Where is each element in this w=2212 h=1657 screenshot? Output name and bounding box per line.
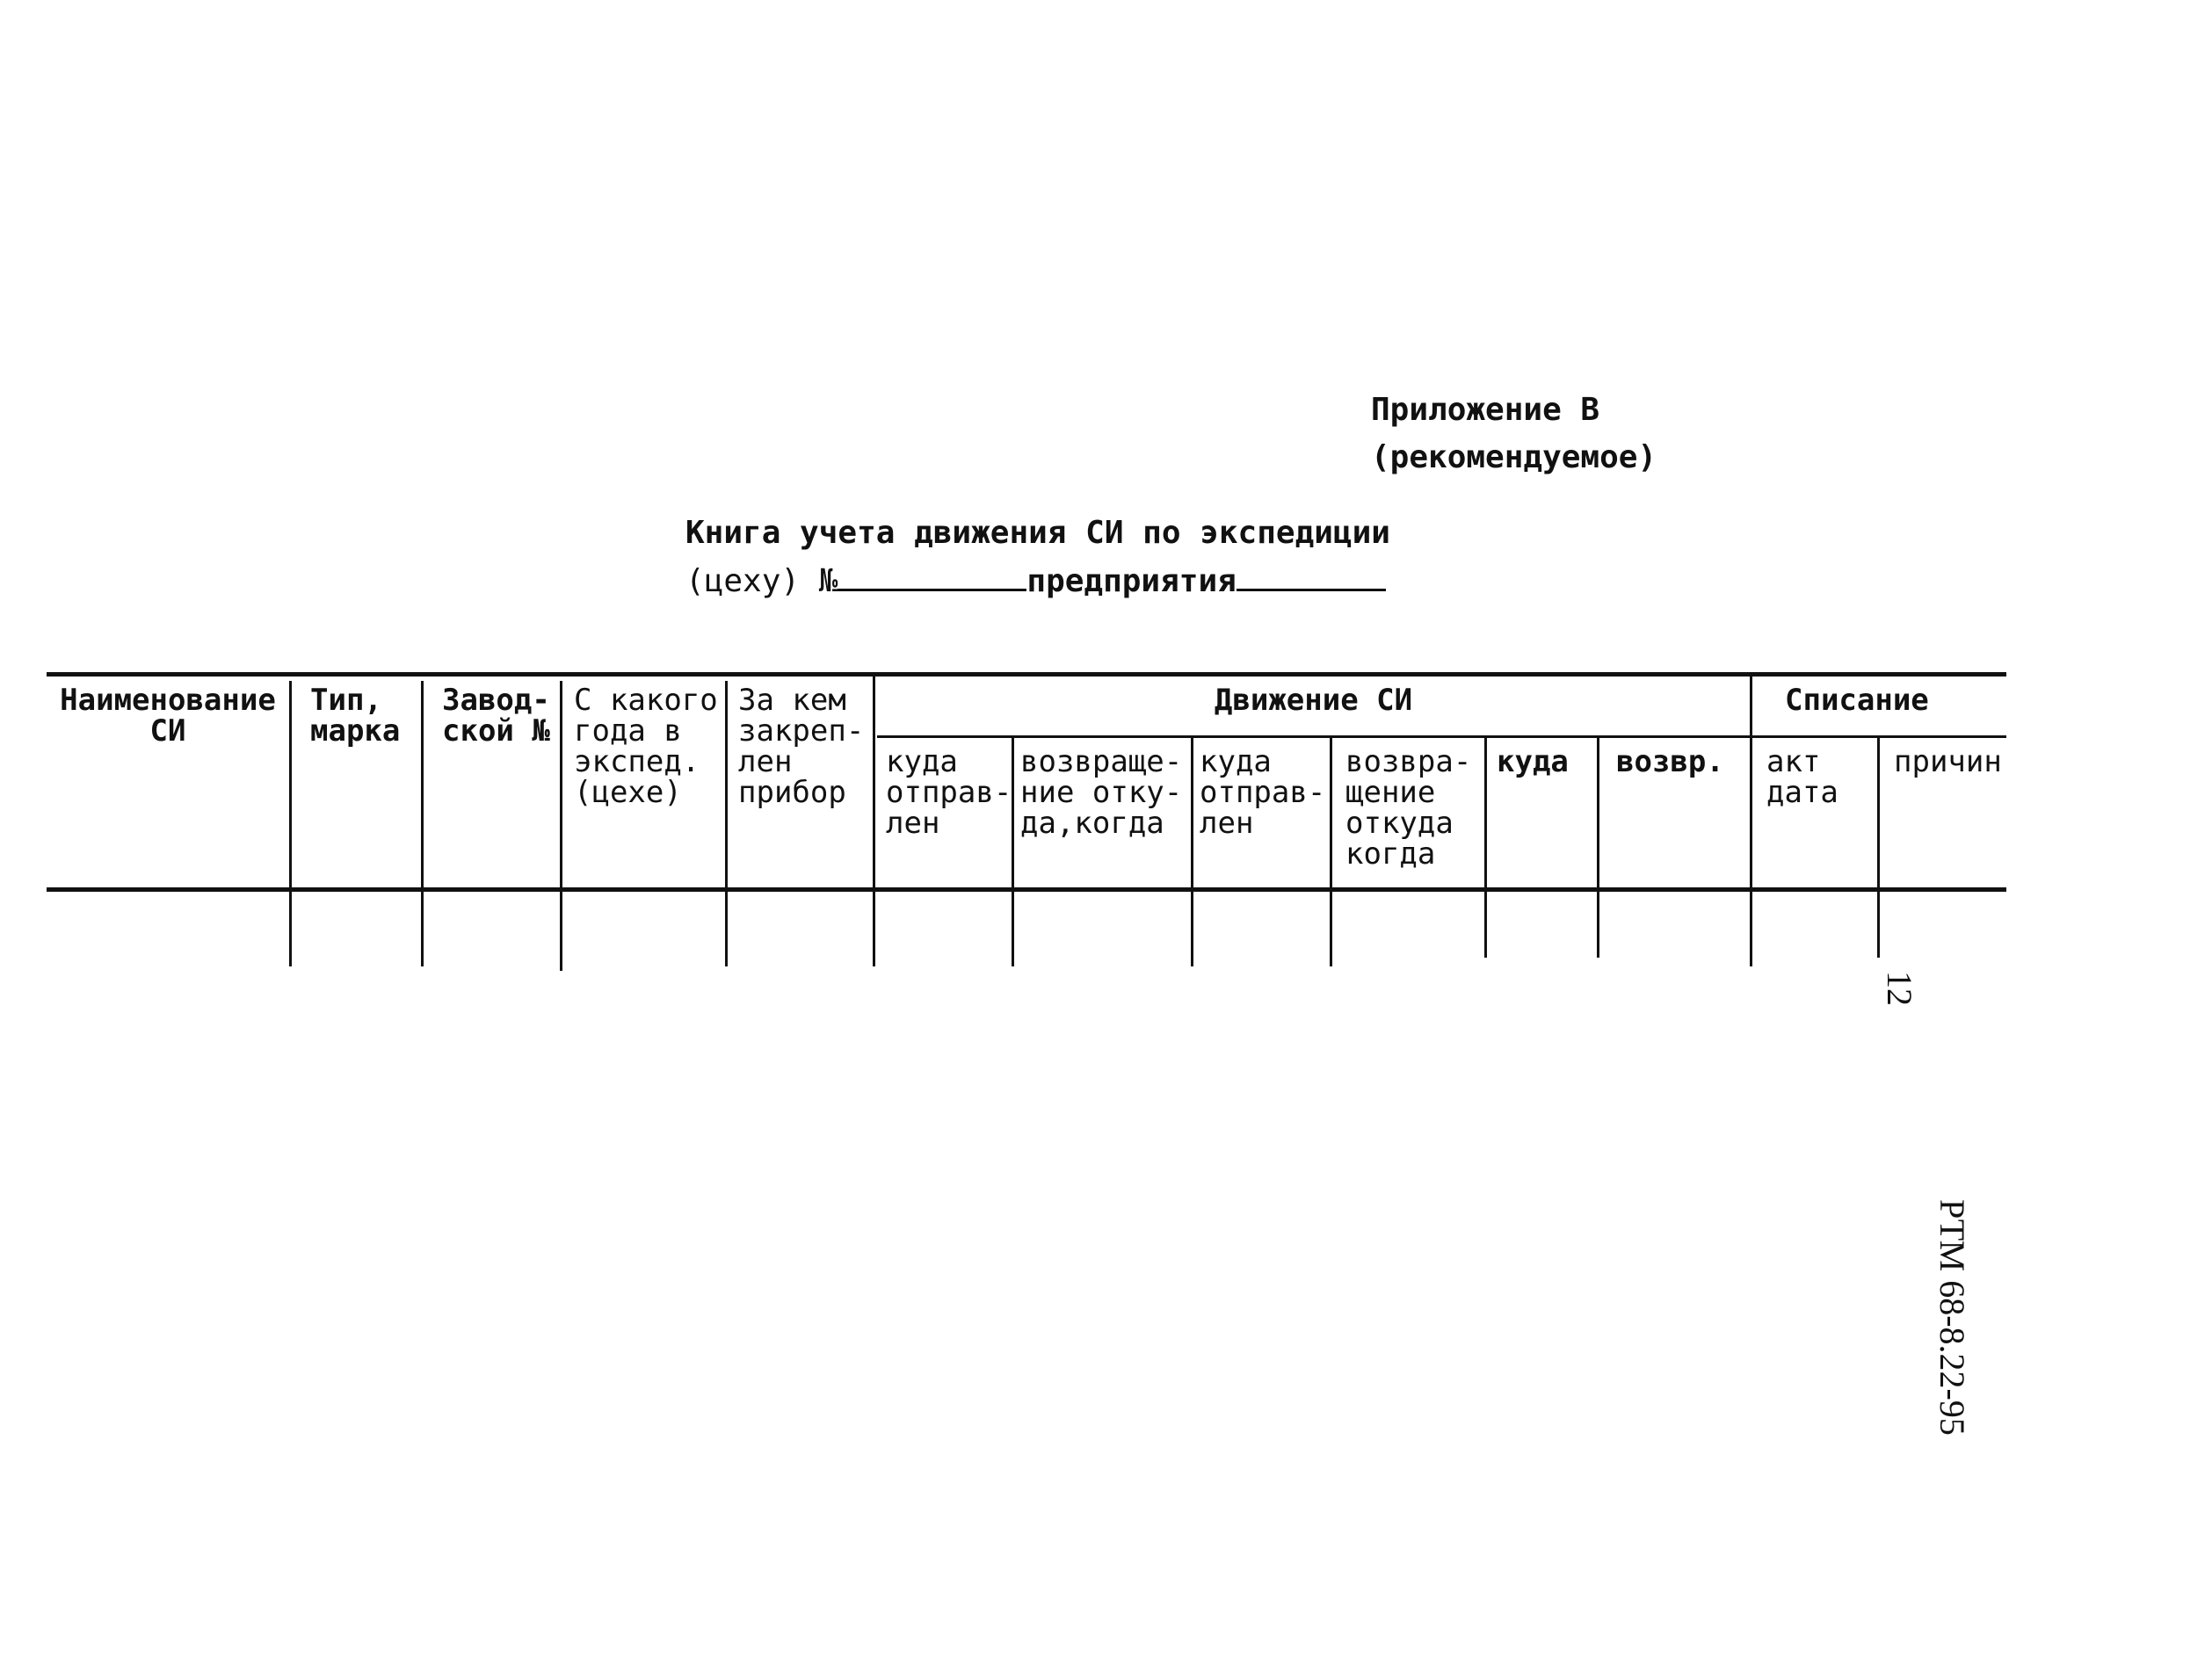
header-name: Наименование СИ bbox=[60, 683, 276, 749]
col-divider-7 bbox=[1191, 738, 1193, 966]
book-title-line2 bbox=[685, 557, 1390, 605]
col-divider-1 bbox=[289, 681, 292, 966]
col-divider-2 bbox=[421, 681, 424, 966]
header-movement-return-2: возвра- щение откуда когда bbox=[1345, 744, 1472, 872]
col-divider-5 bbox=[873, 677, 875, 966]
header-movement-return-3: возвр. bbox=[1616, 744, 1724, 779]
header-movement-sent-3: куда bbox=[1497, 744, 1569, 779]
annex-block bbox=[1371, 387, 1657, 481]
col-divider-3 bbox=[560, 681, 562, 971]
col-divider-9 bbox=[1484, 738, 1487, 958]
header-bottom-rule bbox=[47, 887, 2006, 892]
document-code: РТМ 68-8.22-95 bbox=[1933, 1199, 1972, 1436]
header-writeoff: Списание bbox=[1785, 683, 1929, 718]
header-assigned: За кем закреп- лен прибор bbox=[738, 683, 865, 810]
header-writeoff-reason: причин bbox=[1894, 744, 2002, 779]
workshop-label: (цеху) № bbox=[685, 563, 838, 599]
page-number: 12 bbox=[1880, 971, 1919, 1006]
enterprise-label: предприятия bbox=[1026, 563, 1237, 599]
header-movement: Движение СИ bbox=[1214, 683, 1413, 718]
col-divider-4 bbox=[725, 681, 728, 966]
col-divider-11 bbox=[1750, 677, 1752, 966]
book-title-line1: Книга учета движения СИ по экспедиции bbox=[685, 515, 1390, 551]
enterprise-blank bbox=[1237, 557, 1386, 591]
annex-subtitle: (рекомендуемое) bbox=[1371, 439, 1657, 475]
col-divider-8 bbox=[1330, 738, 1332, 966]
book-title bbox=[685, 510, 1390, 605]
writeoff-subheader-rule bbox=[1753, 735, 2006, 738]
header-movement-sent-2: куда отправ- лен bbox=[1200, 744, 1326, 841]
header-serial: Завод- ской № bbox=[442, 683, 550, 749]
header-type: Тип, марка bbox=[310, 683, 401, 749]
col-divider-6 bbox=[1012, 738, 1014, 966]
annex-title: Приложение В bbox=[1371, 392, 1600, 428]
movement-table bbox=[47, 672, 2006, 971]
header-movement-return-1: возвраще- ние отку- да,когда bbox=[1020, 744, 1183, 841]
header-movement-sent-1: куда отправ- лен bbox=[886, 744, 1012, 841]
header-writeoff-act-date: акт дата bbox=[1766, 744, 1838, 810]
table-top-rule bbox=[47, 672, 2006, 677]
workshop-number-blank bbox=[838, 557, 1026, 591]
col-divider-12 bbox=[1877, 738, 1880, 958]
col-divider-10 bbox=[1597, 738, 1599, 958]
header-since: С какого года в экспед. (цехе) bbox=[574, 683, 718, 810]
